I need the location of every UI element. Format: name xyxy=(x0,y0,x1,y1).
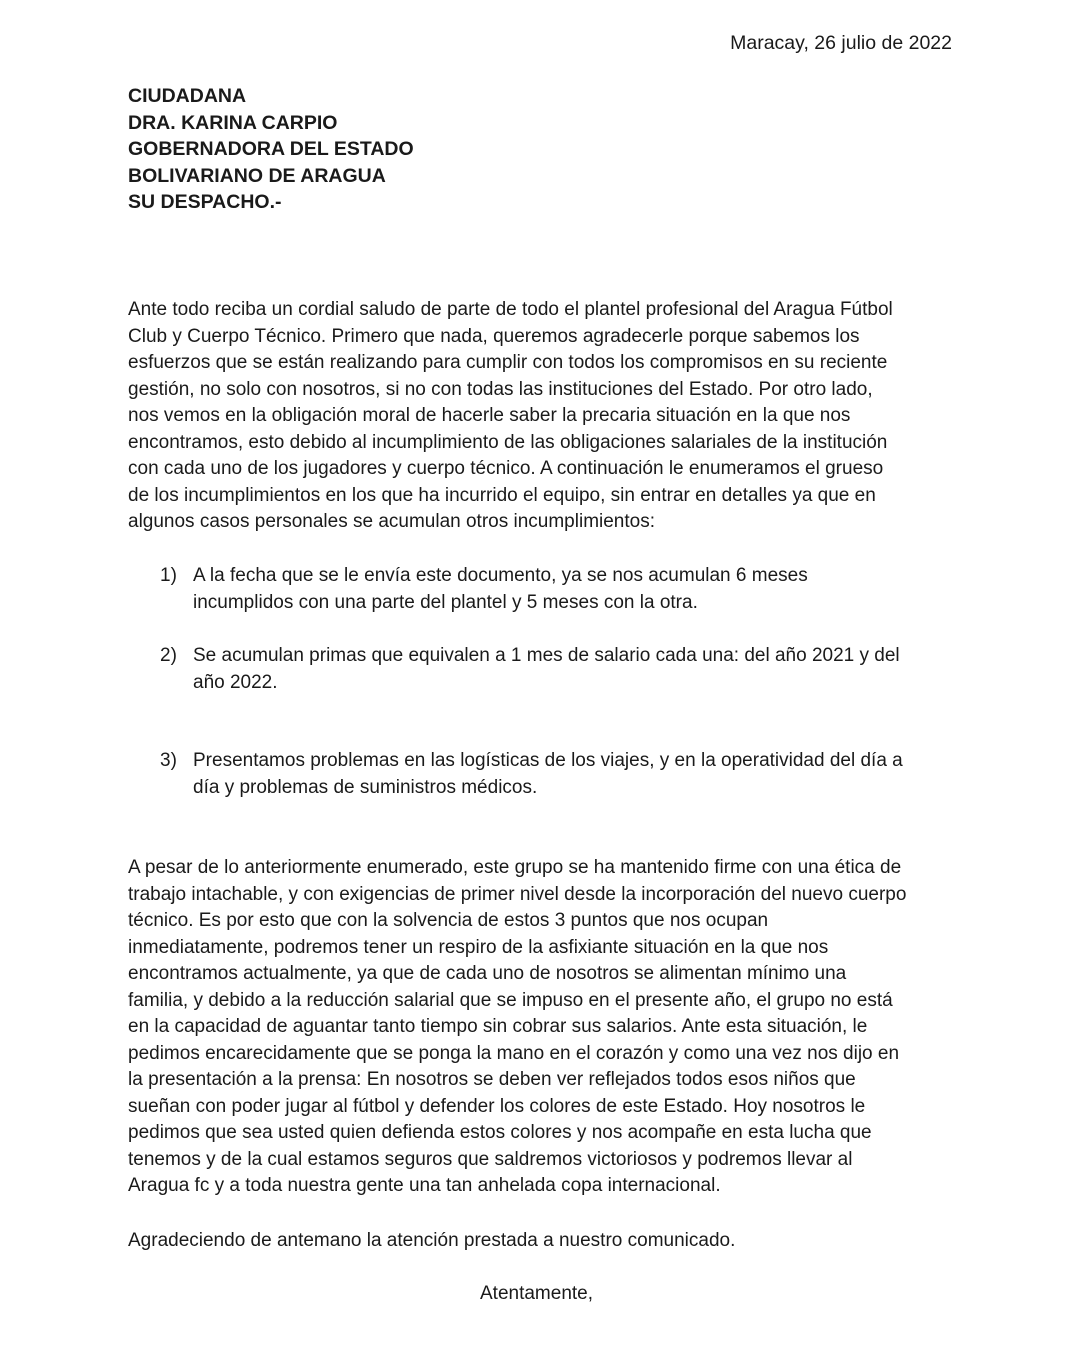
list-line: incumplidos con una parte del plantel y 5 meses con la otra. xyxy=(193,591,698,613)
thanks-line: Agradeciendo de antemano la atención prestada a nuestro comunicado. xyxy=(128,1230,736,1251)
recipient-line: GOBERNADORA DEL ESTADO xyxy=(128,138,414,160)
intro-paragraph xyxy=(128,297,958,536)
paragraph-line: con cada uno de los jugadores y cuerpo técnico. A continuación le enumeramos el grueso xyxy=(128,458,884,479)
list-line: día y problemas de suministros médicos. xyxy=(193,776,538,798)
recipient-line: CIUDADANA xyxy=(128,85,247,107)
paragraph-line: de los incumplimientos en los que ha incurrido el equipo, sin entrar en detalles ya que en xyxy=(128,484,876,506)
paragraph-line: tenemos y de la cual estamos seguros que saldremos victoriosos y podremos llevar al xyxy=(128,1148,853,1170)
paragraph-line: técnico. Es por esto que con la solvencia de estos 3 puntos que nos ocupan xyxy=(128,910,769,931)
recipient-line: DRA. KARINA CARPIO xyxy=(128,111,338,134)
paragraph-line: familia, y debido a la reducción salarial que se impuso en el presente año, el grupo no está xyxy=(128,989,893,1011)
list-number: 2) xyxy=(160,645,177,666)
list-number: 1) xyxy=(160,565,177,586)
closing-line: Atentamente, xyxy=(480,1283,594,1304)
paragraph-line: encontramos actualmente, ya que de cada uno de nosotros se alimentan mínimo una xyxy=(128,963,847,984)
list-number: 3) xyxy=(160,750,177,771)
paragraph-line: Club y Cuerpo Técnico. Primero que nada, queremos agradecerle porque sabemos los xyxy=(128,325,860,347)
paragraph-line: trabajo intachable, y con exigencias de primer nivel desde la incorporación del nuevo cuerpo xyxy=(128,883,907,905)
paragraph-line: en la capacidad de aguantar tanto tiempo sin cobrar sus salarios. Ante esta situación, le xyxy=(128,1016,868,1037)
paragraph-line: encontramos, esto debido al incumplimiento de las obligaciones salariales de la institución xyxy=(128,431,888,453)
paragraph-line: Ante todo reciba un cordial saludo de parte de todo el plantel profesional del Aragua Fútbol xyxy=(128,299,893,320)
recipient-line: SU DESPACHO.- xyxy=(128,191,282,213)
paragraph-line: inmediatamente, podremos tener un respiro de la asfixiante situación en la que nos xyxy=(128,936,829,958)
paragraph-line: Aragua fc y a toda nuestra gente una tan anhelada copa internacional. xyxy=(128,1175,721,1196)
paragraph-line: pedimos que sea usted quien defienda estos colores y nos acompañe en esta lucha que xyxy=(128,1122,872,1143)
list-text xyxy=(193,643,960,696)
paragraph-line: sueñan con poder jugar al fútbol y defender los colores de este Estado. Hoy nosotros le xyxy=(128,1095,866,1117)
list-line: Presentamos problemas en las logísticas de los viajes, y en la operatividad del día a xyxy=(193,750,903,771)
letter-date: Maracay, 26 julio de 2022 xyxy=(730,32,952,54)
paragraph-line: A pesar de lo anteriormente enumerado, este grupo se ha mantenido firme con una ética de xyxy=(128,857,902,878)
list-item xyxy=(160,563,960,616)
paragraph-line: algunos casos personales se acumulan otros incumplimientos: xyxy=(128,511,655,532)
list-item xyxy=(160,643,960,696)
body-paragraph xyxy=(128,855,958,1200)
paragraph-line: la presentación a la prensa: En nosotros se deben ver reflejados todos esos niños que xyxy=(128,1069,856,1090)
recipient-block xyxy=(128,83,414,216)
paragraph-line: pedimos encarecidamente que se ponga la mano en el corazón y como una vez nos dijo en xyxy=(128,1042,900,1064)
list-text xyxy=(193,563,960,616)
list-line: año 2022. xyxy=(193,671,278,693)
recipient-line: BOLIVARIANO DE ARAGUA xyxy=(128,164,386,187)
list-line: A la fecha que se le envía este documento, ya se nos acumulan 6 meses xyxy=(193,565,808,586)
paragraph-line: nos vemos en la obligación moral de hacerle saber la precaria situación en la que nos xyxy=(128,405,851,426)
list-line: Se acumulan primas que equivalen a 1 mes de salario cada una: del año 2021 y del xyxy=(193,645,900,666)
list-item xyxy=(160,748,960,801)
paragraph-line: esfuerzos que se están realizando para cumplir con todos los compromisos en su reciente xyxy=(128,352,888,373)
paragraph-line: gestión, no solo con nosotros, si no con todas las instituciones del Estado. Por otro lado, xyxy=(128,378,873,400)
list-text xyxy=(193,748,960,801)
